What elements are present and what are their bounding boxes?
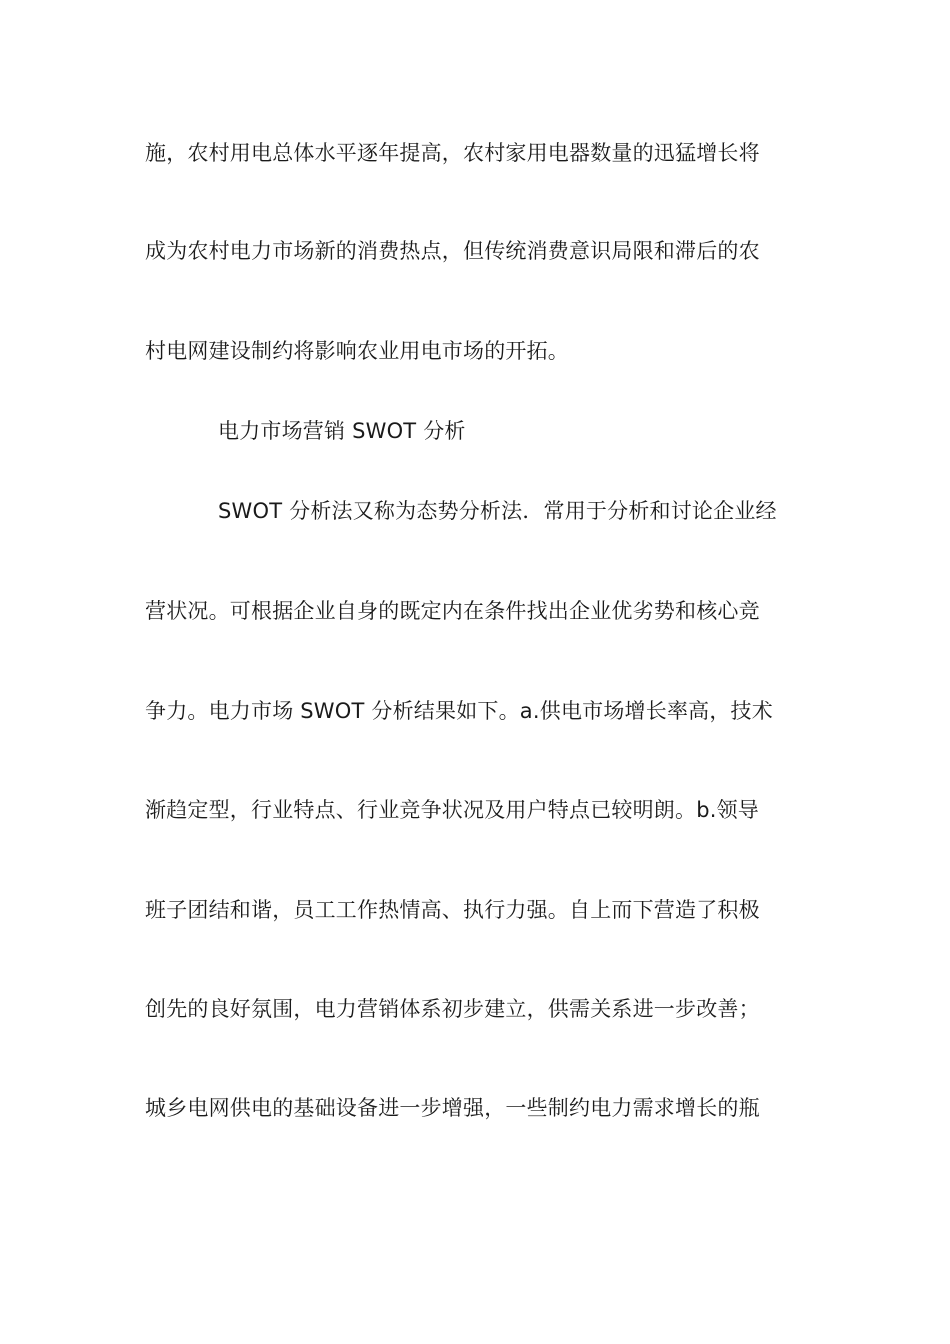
paragraph-line-11: 城乡电网供电的基础设备进一步增强，一些制约电力需求增长的瓶: [145, 1096, 760, 1120]
paragraph-line-10: 创先的良好氛围，电力营销体系初步建立，供需关系进一步改善；: [145, 997, 760, 1021]
paragraph-line-3: 村电网建设制约将影响农业用电市场的开拓。: [145, 339, 569, 363]
paragraph-line-7: 争力。电力市场 SWOT 分析结果如下。a.供电市场增长率高，技术: [145, 699, 773, 723]
paragraph-line-1: 施，农村用电总体水平逐年提高，农村家用电器数量的迅猛增长将: [145, 141, 760, 165]
paragraph-line-8: 渐趋定型，行业特点、行业竞争状况及用户特点已较明朗。b.领导: [145, 798, 760, 822]
section-heading: 电力市场营销 SWOT 分析: [218, 419, 466, 443]
paragraph-line-6: 营状况。可根据企业自身的既定内在条件找出企业优劣势和核心竞: [145, 599, 760, 623]
paragraph-line-5: SWOT 分析法又称为态势分析法．常用于分析和讨论企业经: [218, 499, 777, 523]
paragraph-line-9: 班子团结和谐，员工工作热情高、执行力强。自上而下营造了积极: [145, 898, 760, 922]
paragraph-line-2: 成为农村电力市场新的消费热点，但传统消费意识局限和滞后的农: [145, 239, 760, 263]
